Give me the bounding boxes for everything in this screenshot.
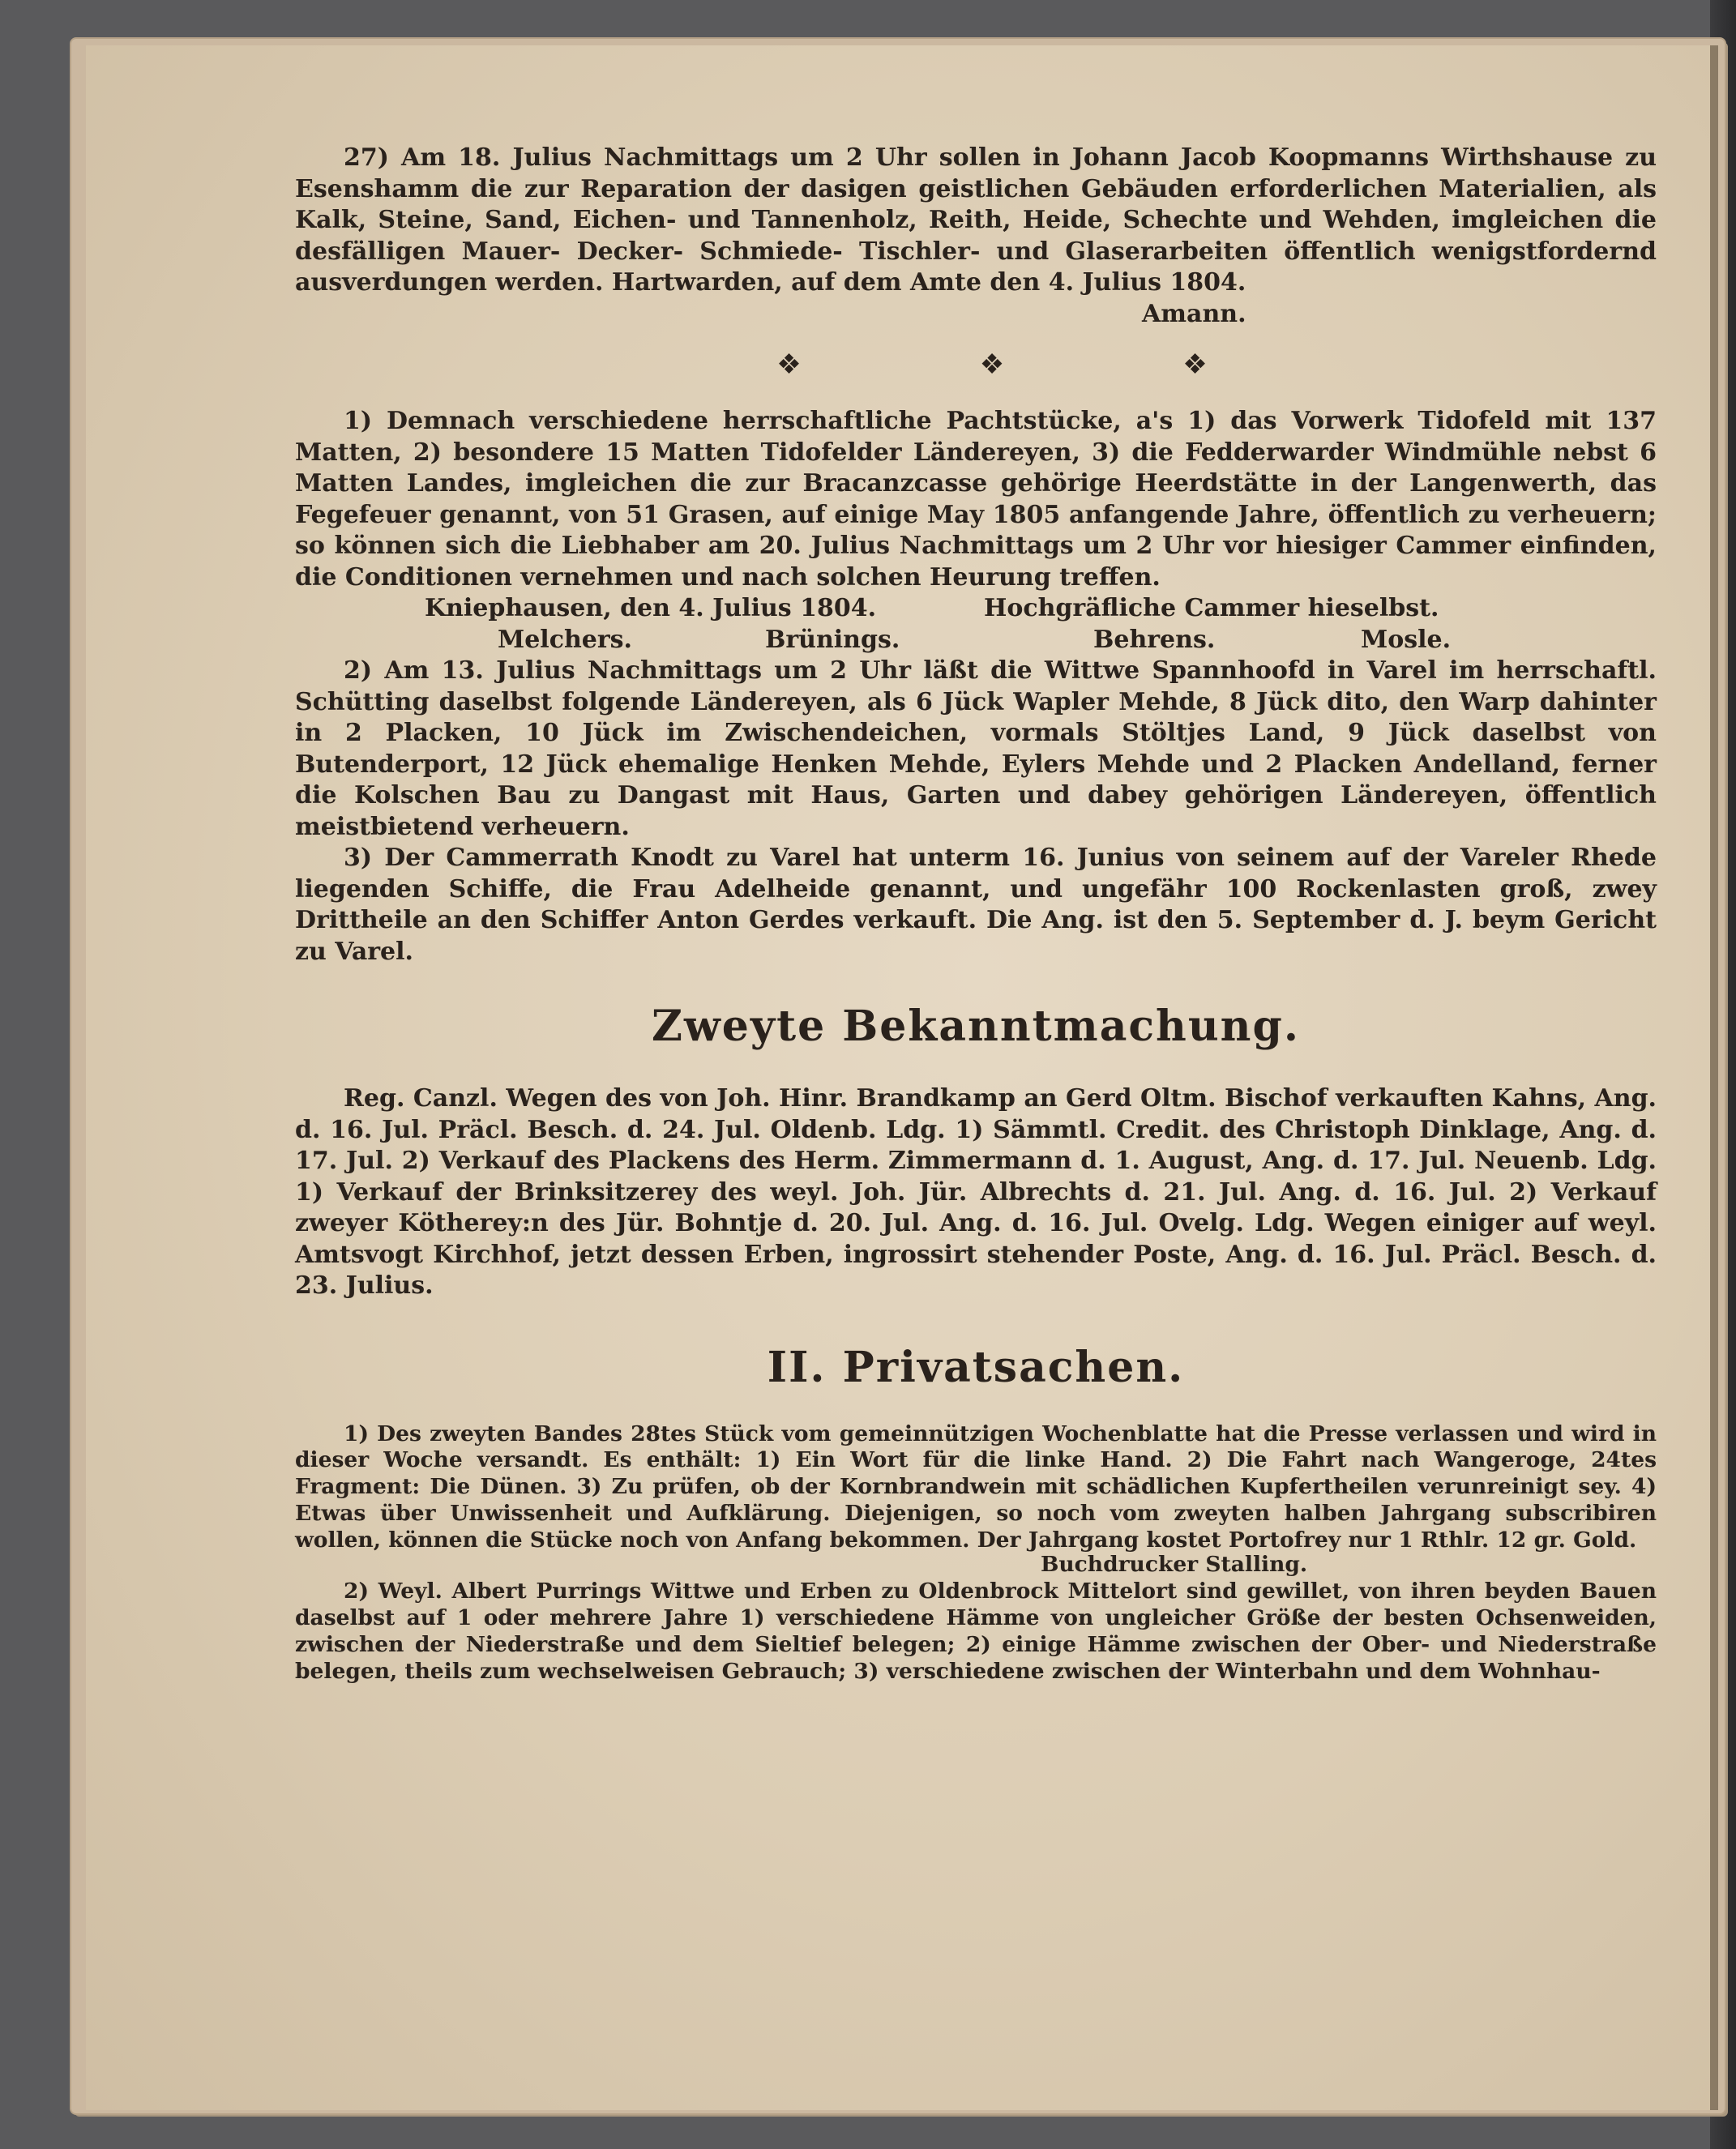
notice-1-authority: Hochgräfliche Cammer hieselbst. <box>984 594 1439 622</box>
notice-1-signers <box>295 625 1657 656</box>
private-notice-2: 2) Weyl. Albert Purrings Wittwe und Erben zu Oldenbrock Mittelort sind gewillet, von ihren beyden Bauen daselbst auf 1 oder mehrere Jahre 1) verschiedene Hämme von ungleicher Größe der besten Ochsenweiden, zwischen der Niederstraße und dem Sieltief belegen; 2) einige Hämme zwischen der Ober- und Niederstraße belegen, theils zum wechselweisen Gebrauch; 3) verschiedene zwischen der Winterbahn und dem Wohnhau- <box>295 1579 1657 1684</box>
section-heading-private: II. Privatsachen. <box>767 1342 1185 1392</box>
signature-amann: Amann. <box>1142 299 1246 328</box>
signer: Melchers. <box>498 625 632 654</box>
notice-3: 3) Der Cammerrath Knodt zu Varel hat unterm 16. Junius von seinem auf der Vareler Rhede liegenden Schiffe, die Frau Adelheide genannt, und ungefähr 100 Rockenlasten groß, zwey Drittheile an den Schiffer Anton Gerdes verkauft. Die Ang. ist den 5. September d. J. beym Gericht zu Varel. <box>295 844 1657 966</box>
notice-1: 1) Demnach verschiedene herrschaftliche Pachtstücke, a's 1) das Vorwerk Tidofeld mit 137 Matten, 2) besondere 15 Matten Tidofelder Ländereyen, 3) die Fedderwarder Windmühle nebst 6 Matten Landes, imgleichen die zur Bracanzcasse gehörige Heerdstätte in der Langenwerth, das Fegefeuer genannt, von 51 Grasen, auf einige May 1805 anfangende Jahre, öffentlich zu verheuern; so können sich die Liebhaber am 20. Julius Nachmittags um 2 Uhr vor hiesiger Cammer einfinden, die Conditionen vernehmen und nach solchen Heurung treffen. <box>295 407 1657 592</box>
ornament-icon: ❖ <box>1182 348 1208 381</box>
notice-27-signature <box>295 299 1657 331</box>
notice-2: 2) Am 13. Julius Nachmittags um 2 Uhr läßt die Wittwe Spannhoofd in Varel im herrschaftl. Schütting daselbst folgende Ländereyen, als 6 Jück Wapler Mehde, 8 Jück dito, den Warp dahinter in 2 Placken, 10 Jück im Zwischendeichen, vormals Stöltjes Land, 9 Jück daselbst von Butenderport, 12 Jück ehemalige Henken Mehde, Eylers Mehde und 2 Placken Andelland, ferner die Kolschen Bau zu Dangast mit Haus, Garten und dabey gehörigen Ländereyen, öffentlich meistbietend verheuern. <box>295 656 1657 841</box>
signer: Brünings. <box>765 625 900 654</box>
notice-1-dateline <box>295 593 1657 625</box>
second-announcement-text: Reg. Canzl. Wegen des von Joh. Hinr. Brandkamp an Gerd Oltm. Bischof verkauften Kahns, Ang. d. 16. Jul. Präcl. Besch. d. 24. Jul. Oldenb. Ldg. 1) Sämmtl. Credit. des Christoph Dinklage, Ang. d. 17. Jul. 2) Verkauf des Plackens des Herm. Zimmermann d. 1. August, Ang. d. 17. Jul. Neuenb. Ldg. 1) Verkauf der Brinksitzerey des weyl. Joh. Jür. Albrechts d. 21. Jul. Ang. d. 16. Jul. 2) Verkauf zweyer Kötherey:n des Jür. Bohntje d. 20. Jul. Ang. d. 16. Jul. Ovelg. Ldg. Wegen einiger auf weyl. Amtsvogt Kirchhof, jetzt dessen Erben, ingrossirt stehender Poste, Ang. d. 16. Jul. Präcl. Besch. d. 23. Julius. <box>295 1084 1657 1300</box>
section-heading-zweyte: Zweyte Bekanntmachung. <box>652 1002 1300 1051</box>
notice-1-place: Kniephausen, den 4. Julius 1804. <box>425 594 877 622</box>
ornament-row <box>327 330 1657 399</box>
ornament-icon: ❖ <box>979 348 1005 381</box>
ornament-icon: ❖ <box>776 348 802 381</box>
signer: Mosle. <box>1361 625 1452 654</box>
private-notice-1-signature: Buchdrucker Stalling. <box>1041 1552 1308 1578</box>
notice-27: 27) Am 18. Julius Nachmittags um 2 Uhr sollen in Johann Jacob Koopmanns Wirthshause zu Esenshamm die zur Reparation der dasigen geistlichen Gebäuden erforderlichen Materialien, als Kalk, Steine, Sand, Eichen- und Tannenholz, Reith, Heide, Schechte und Wehden, imgleichen die desfälligen Mauer- Decker- Schmiede- Tischler- und Glaserarbeiten öffentlich wenigstfordernd ausverdungen werden. Hartwarden, auf dem Amte den 4. Julius 1804. <box>295 143 1657 297</box>
page-content <box>295 143 1657 1685</box>
private-notice-1: 1) Des zweyten Bandes 28tes Stück vom gemeinnützigen Wochenblatte hat die Presse verlassen und wird in dieser Woche versandt. Es enthält: 1) Ein Wort für die linke Hand. 2) Die Fahrt nach Wangeroge, 24tes Fragment: Die Dünen. 3) Zu prüfen, ob der Kornbrandwein mit schädlichen Kupfertheilen verunreinigt sey. 4) Etwas über Unwissenheit und Aufklärung. Diejenigen, so noch vom zweyten halben Jahrgang subscribiren wollen, können die Stücke noch von Anfang bekommen. Der Jahrgang kostet Portofrey nur 1 Rthlr. 12 gr. Gold. <box>295 1421 1657 1553</box>
signer: Behrens. <box>1093 625 1216 654</box>
